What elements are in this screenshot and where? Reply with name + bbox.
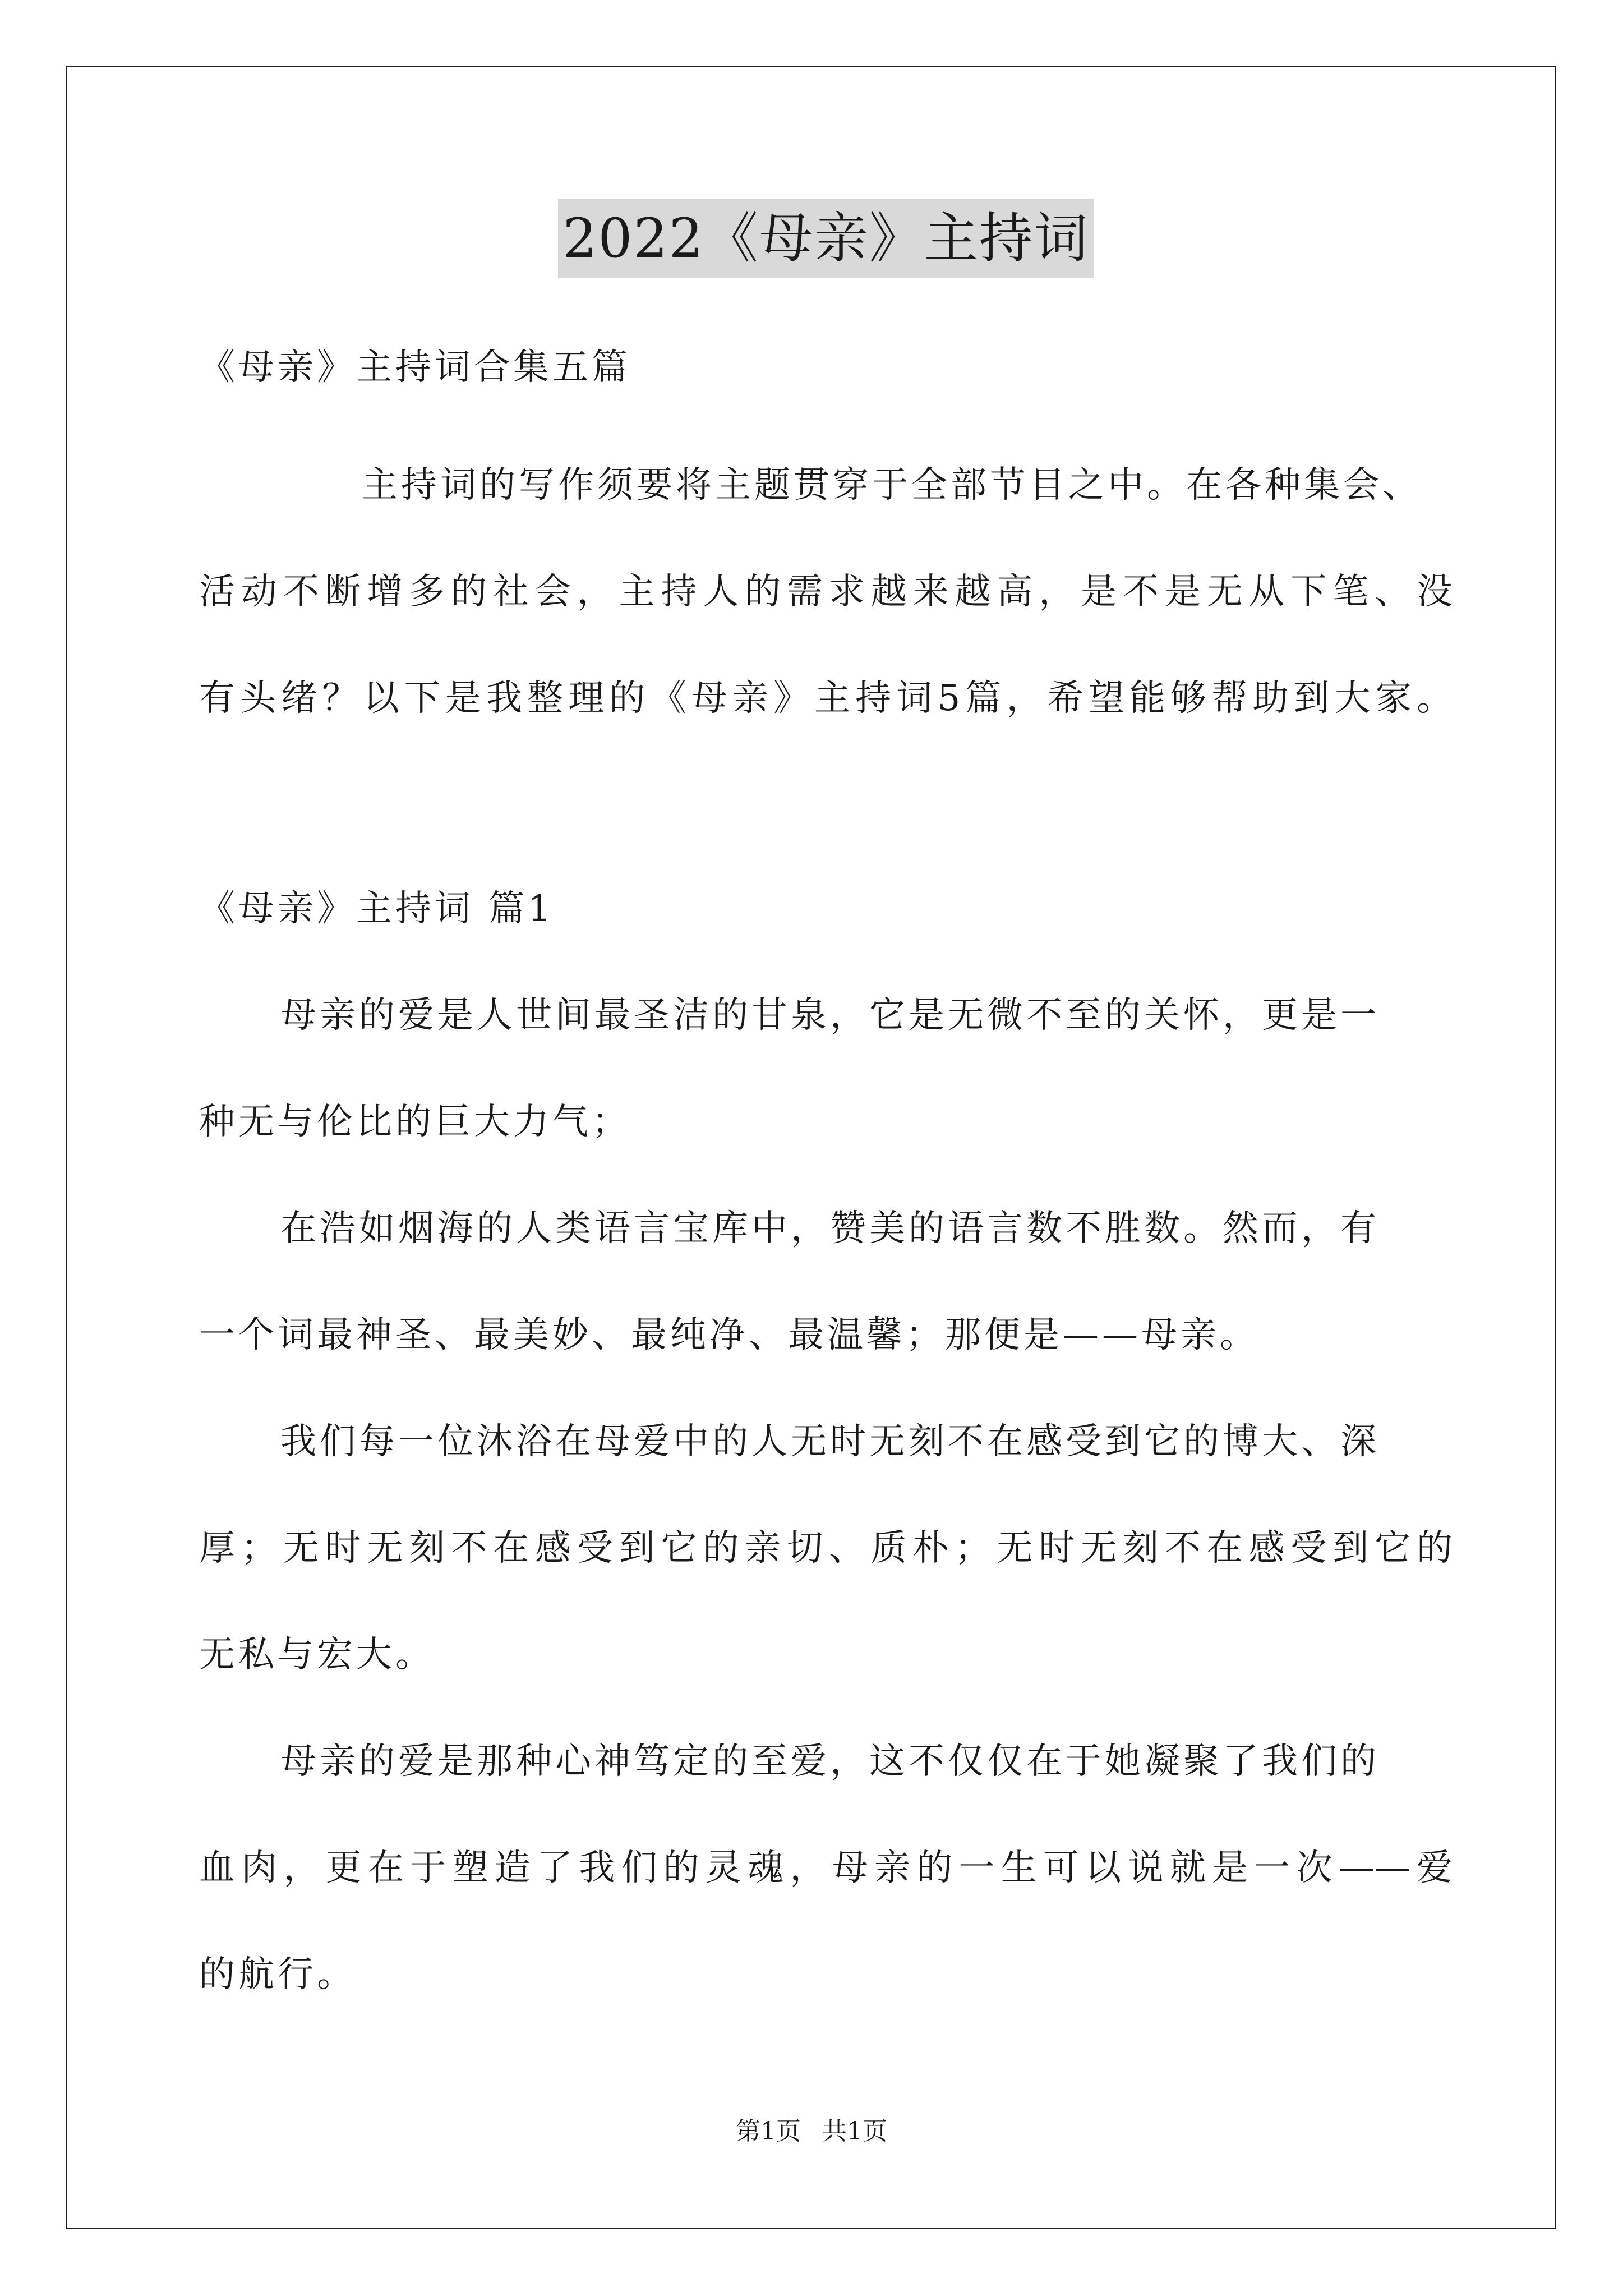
document-subtitle: 《母亲》主持词合集五篇 [199,347,631,388]
intro-line-3: 有头绪？以下是我整理的《母亲》主持词5篇，希望能够帮助到大家。 [199,678,1453,719]
paragraph-1-line-1: 母亲的爱是人世间最圣洁的甘泉，它是无微不至的关怀，更是一 [280,995,1380,1036]
paragraph-4-line-1: 母亲的爱是那种心神笃定的至爱，这不仅仅在于她凝聚了我们的 [280,1741,1380,1782]
paragraph-4-line-2: 血肉，更在于塑造了我们的灵魂，母亲的一生可以说就是一次——爱 [199,1847,1453,1889]
paragraph-3-line-3: 无私与宏大。 [199,1634,435,1676]
paragraph-3-line-2: 厚；无时无刻不在感受到它的亲切、质朴；无时无刻不在感受到它的 [199,1527,1453,1569]
paragraph-2-line-2: 一个词最神圣、最美妙、最纯净、最温馨；那便是——母亲。 [199,1314,1259,1356]
paragraph-4-line-3: 的航行。 [199,1954,356,1995]
intro-line-2: 活动不断增多的社会，主持人的需求越来越高，是不是无从下笔、没 [199,571,1453,613]
title-container [199,199,1453,278]
document-title: 2022《母亲》主持词 [558,199,1093,278]
page-footer [0,2115,1623,2148]
paragraph-1-line-2: 种无与伦比的巨大力气； [199,1101,631,1143]
paragraph-2-line-1: 在浩如烟海的人类语言宝库中，赞美的语言数不胜数。然而，有 [280,1208,1380,1249]
page-number: 第1页 [736,2117,801,2146]
paragraph-3-line-1: 我们每一位沐浴在母爱中的人无时无刻不在感受到它的博大、深 [280,1421,1380,1462]
page-total: 共1页 [822,2117,887,2146]
section-heading: 《母亲》主持词 篇1 [199,888,555,930]
intro-line-1: 主持词的写作须要将主题贯穿于全部节目之中。在各种集会、 [362,464,1422,506]
